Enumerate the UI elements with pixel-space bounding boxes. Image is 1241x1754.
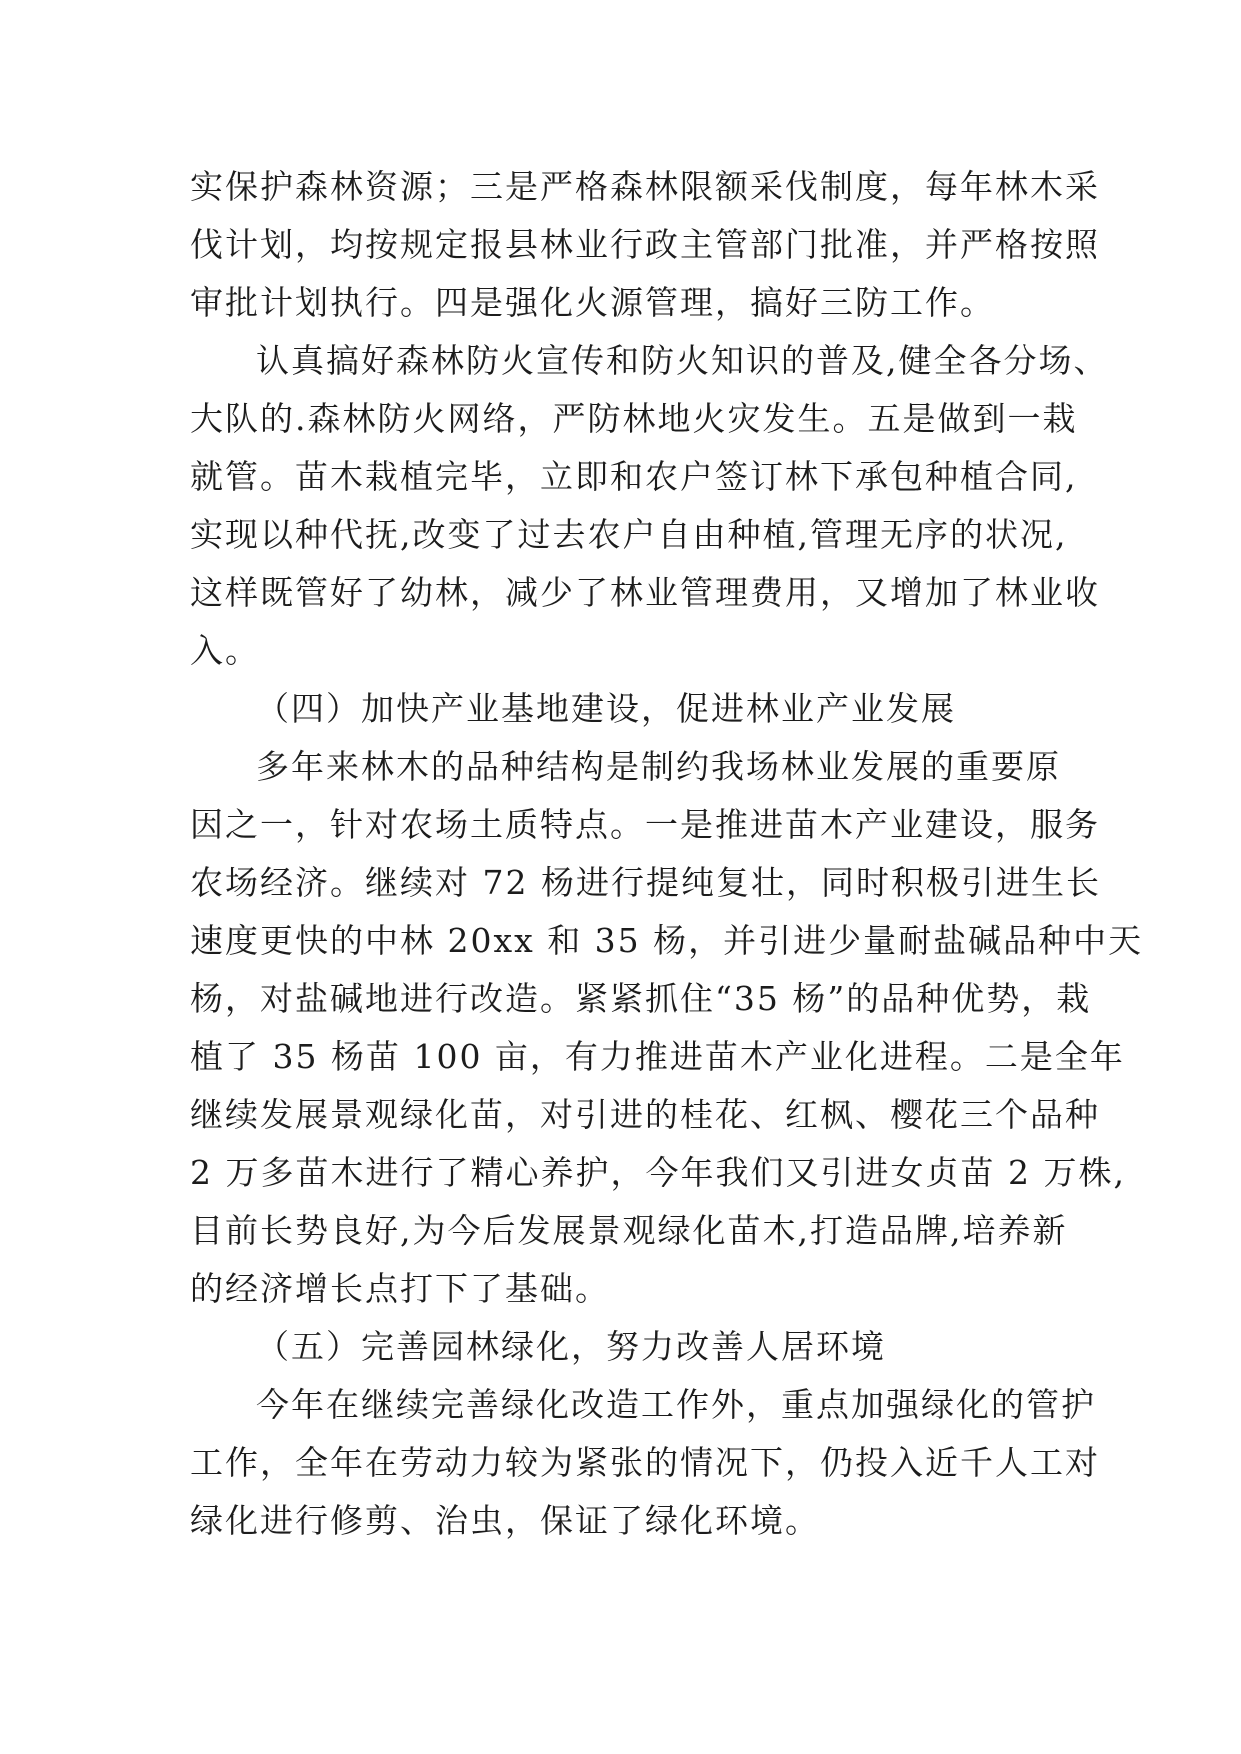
text-line: 因之一，针对农场土质特点。一是推进苗木产业建设，服务 [190,805,1100,844]
section-heading: （五）完善园林绿化，努力改善人居环境 [256,1327,886,1366]
text-line: 实保护森林资源；三是严格森林限额采伐制度，每年林木采 [190,167,1100,206]
paragraph [190,738,1144,1318]
text-line: 入。 [190,631,260,670]
text-line: 继续发展景观绿化苗，对引进的桂花、红枫、樱花三个品种 [190,1095,1100,1134]
text-line: 今年在继续完善绿化改造工作外，重点加强绿化的管护 [256,1385,1096,1424]
text-line: 实现以种代抚,改变了过去农户自由种植,管理无序的状况, [190,515,1068,554]
text-line: 2 万多苗木进行了精心养护，今年我们又引进女贞苗 2 万株, [190,1153,1126,1192]
text-line: 这样既管好了幼林，减少了林业管理费用，又增加了林业收 [190,573,1100,612]
text-line: 速度更快的中林 20xx 和 35 杨，并引进少量耐盐碱品种中天 [190,921,1144,960]
text-line: 大队的.森林防火网络，严防林地火灾发生。五是做到一栽 [190,399,1078,438]
text-line: 伐计划，均按规定报县林业行政主管部门批准，并严格按照 [190,225,1100,264]
text-line: 农场经济。继续对 72 杨进行提纯复壮，同时积极引进生长 [190,863,1101,902]
text-line: 多年来林木的品种结构是制约我场林业发展的重要原 [256,747,1061,786]
text-line: 目前长势良好,为今后发展景观绿化苗木,打造品牌,培养新 [190,1211,1068,1250]
text-line: 杨，对盐碱地进行改造。紧紧抓住“35 杨”的品种优势，栽 [190,979,1092,1018]
text-line: 审批计划执行。四是强化火源管理，搞好三防工作。 [190,283,995,322]
text-line: 就管。苗木栽植完毕，立即和农户签订林下承包种植合同, [190,457,1078,496]
text-line: 绿化进行修剪、治虫，保证了绿化环境。 [190,1501,820,1540]
paragraph-continuation [190,158,1100,332]
section-heading: （四）加快产业基地建设，促进林业产业发展 [256,689,956,728]
document-body [190,158,1144,1550]
text-line: 工作，全年在劳动力较为紧张的情况下，仍投入近千人工对 [190,1443,1100,1482]
text-line: 认真搞好森林防火宣传和防火知识的普及,健全各分场、 [256,341,1109,380]
text-line: 的经济增长点打下了基础。 [190,1269,610,1308]
paragraph [190,332,1109,680]
text-line: 植了 35 杨苗 100 亩，有力推进苗木产业化进程。二是全年 [190,1037,1125,1076]
paragraph [190,1376,1100,1550]
